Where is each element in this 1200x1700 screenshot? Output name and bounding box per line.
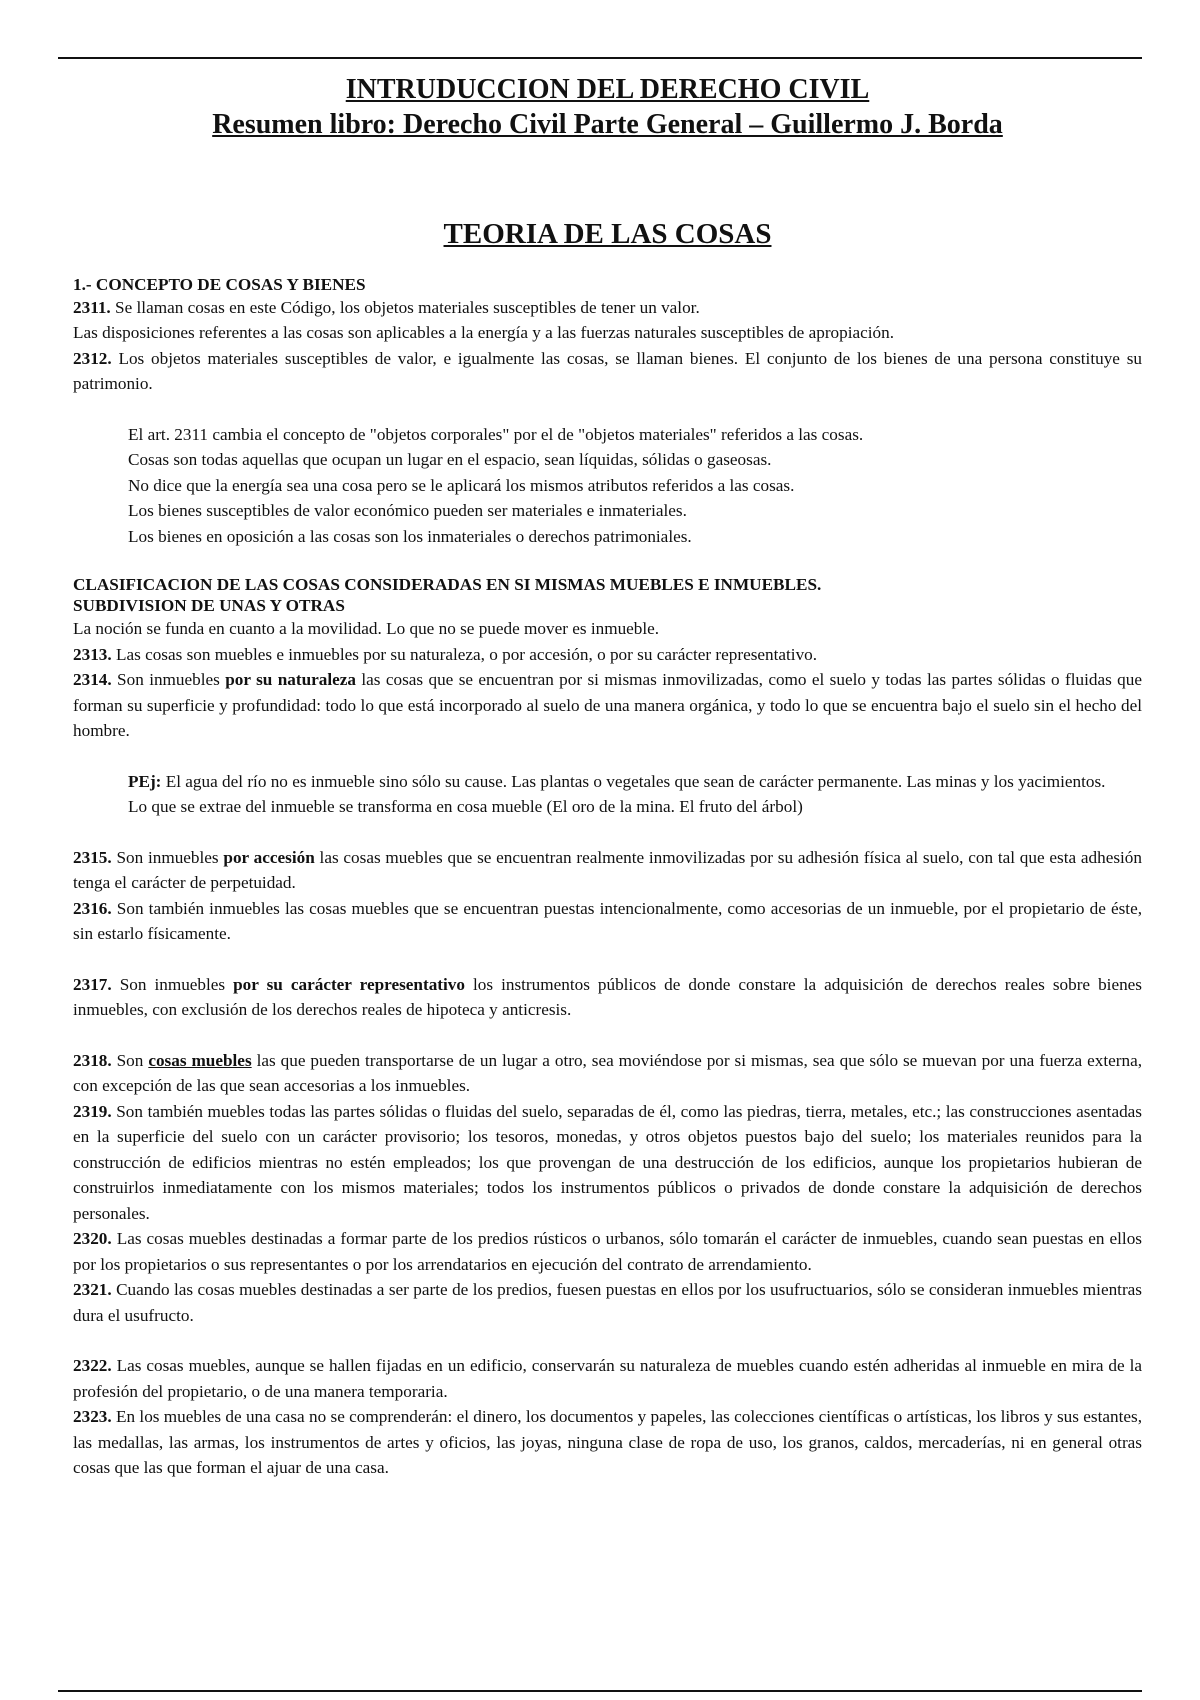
article-2313: 2313. Las cosas son muebles e inmuebles por su naturaleza, o por accesión, o por su carácter representativo. xyxy=(73,644,818,664)
example-extrae: Lo que se extrae del inmueble se transforma en cosa mueble (El oro de la mina. El fruto del árbol) xyxy=(128,797,803,816)
article-2315: 2315. Son inmuebles por accesión las cosas muebles que se encuentran realmente inmovilizadas por su adhesión física al suelo, con tal que esta adhesión tenga el carácter de perpetuidad. xyxy=(73,847,1142,892)
article-2314: 2314. Son inmuebles por su naturaleza las cosas que se encuentran por si mismas inmovilizadas, como el suelo y todas las partes sólidas o fluidas que forman su superficie y profundidad: todo lo que está incorporado al suelo de una manera orgánica, y todo lo que se encuentra bajo el suelo sin el hecho del hombre. xyxy=(73,670,1142,740)
note-item: Cosas son todas aquellas que ocupan un lugar en el espacio, sean líquidas, sólidas o gaseosas. xyxy=(128,450,772,469)
article-2318: 2318. Son cosas muebles las que pueden transportarse de un lugar a otro, sea moviéndose por si mismas, sea que sólo se muevan por una fuerza externa, con excepción de las que sean accesorias a los inmuebles. xyxy=(73,1050,1142,1095)
note-item: Los bienes en oposición a las cosas son los inmateriales o derechos patrimoniales. xyxy=(128,526,692,546)
title-line-2: Resumen libro: Derecho Civil Parte General – Guillermo J. Borda xyxy=(212,109,1003,140)
article-2319: 2319. Son también muebles todas las partes sólidas o fluidas del suelo, separadas de él, como las piedras, tierra, metales, etc.; las construcciones asentadas en la superficie del suelo con un carácter provisorio; los tesoros, monedas, y otros objetos puestos bajo del suelo; los materiales reunidos para la construcción de edificios mientras no estén empleados; los que provengan de una destrucción de los edificios, aunque los propietarios hubieran de construirlos inmediatamente con los mismos materiales; todos los instrumentos públicos o privados de donde constare la adquisición de derechos personales. xyxy=(73,1101,1142,1223)
article-number: 2321. xyxy=(73,1280,112,1299)
note-item: El art. 2311 cambia el concepto de "objetos corporales" por el de "objetos materiales" referidos a las cosas. xyxy=(128,424,864,444)
article-number: 2314. xyxy=(73,670,112,689)
section-title-text: TEORIA DE LAS COSAS xyxy=(443,218,772,250)
article-number: 2320. xyxy=(73,1229,112,1248)
note-item: No dice que la energía sea una cosa pero se le aplicará los mismos atributos referidos a las cosas. xyxy=(128,475,795,495)
article-number: 2318. xyxy=(73,1050,112,1070)
article-number: 2312. xyxy=(73,348,112,368)
article-number: 2313. xyxy=(73,644,112,664)
article-number: 2315. xyxy=(73,847,112,867)
article-number: 2316. xyxy=(73,898,112,918)
article-number: 2311. xyxy=(73,297,111,317)
article-2317: 2317. Son inmuebles por su carácter representativo los instrumentos públicos de donde constare la adquisición de derechos reales sobre bienes inmuebles, con exclusión de los derechos reales de hipoteca y anticresis. xyxy=(73,974,1142,1019)
article-2311-cont: Las disposiciones referentes a las cosas son aplicables a la energía y a las fuerzas naturales susceptibles de apropiación. xyxy=(73,323,895,342)
article-2320: 2320. Las cosas muebles destinadas a formar parte de los predios rústicos o urbanos, sólo tomarán el carácter de inmuebles, cuando sean puestas en ellos por los propietarios o sus representantes o por los arrendatarios en ejecución del contrato de arrendamiento. xyxy=(73,1229,1142,1274)
article-2323: 2323. En los muebles de una casa no se comprenderán: el dinero, los documentos y papeles, las colecciones científicas o artísticas, los libros y sus estantes, las medallas, las armas, los instrumentos de artes y oficios, las joyas, ninguna clase de ropa de uso, los granos, caldos, mercaderías, ni en general otras cosas que las que forman el ajuar de una casa. xyxy=(73,1407,1142,1477)
article-number: 2317. xyxy=(73,974,112,994)
clasificacion-intro: La noción se funda en cuanto a la movilidad. Lo que no se puede mover es inmueble. xyxy=(73,619,660,638)
article-number: 2322. xyxy=(73,1356,112,1375)
section-title xyxy=(73,218,1142,250)
concepto-notes xyxy=(73,422,1142,550)
article-number: 2319. xyxy=(73,1101,112,1121)
title-line-1: INTRUDUCCION DEL DERECHO CIVIL xyxy=(345,74,870,105)
bottom-rule xyxy=(58,1690,1142,1692)
article-2316: 2316. Son también inmuebles las cosas muebles que se encuentran puestas intencionalmente, como accesorias de un inmueble, por el propietario de éste, sin estarlo físicamente. xyxy=(73,898,1142,943)
heading-clasificacion: CLASIFICACION DE LAS COSAS CONSIDERADAS EN SI MISMAS MUEBLES E INMUEBLES. SUBDIVISION DE UNAS Y OTRAS xyxy=(73,575,822,615)
note-item: Los bienes susceptibles de valor económico pueden ser materiales e inmateriales. xyxy=(128,501,687,520)
article-2321: 2321. Cuando las cosas muebles destinadas a ser parte de los predios, fuesen puestas en ellos por los usufructuarios, sólo se consideran inmuebles mientras dura el usufructo. xyxy=(73,1280,1142,1325)
article-number: 2323. xyxy=(73,1407,112,1426)
document-title xyxy=(73,72,1142,142)
top-rule xyxy=(58,57,1142,59)
document-content xyxy=(73,72,1142,1481)
article-2311: 2311. Se llaman cosas en este Código, los objetos materiales susceptibles de tener un valor. xyxy=(73,297,700,317)
example-pej: PEj: El agua del río no es inmueble sino sólo su cause. Las plantas o vegetales que sean de carácter permanente. Las minas y los yacimientos. xyxy=(128,771,1106,791)
heading-concepto: 1.- CONCEPTO DE COSAS Y BIENES xyxy=(73,274,366,294)
article-2322: 2322. Las cosas muebles, aunque se hallen fijadas en un edificio, conservarán su naturaleza de muebles cuando estén adheridas al inmueble en mira de la profesión del propietario, o de una manera temporaria. xyxy=(73,1356,1142,1401)
article-2312: 2312. Los objetos materiales susceptibles de valor, e igualmente las cosas, se llaman bienes. El conjunto de los bienes de una persona constituye su patrimonio. xyxy=(73,348,1142,393)
